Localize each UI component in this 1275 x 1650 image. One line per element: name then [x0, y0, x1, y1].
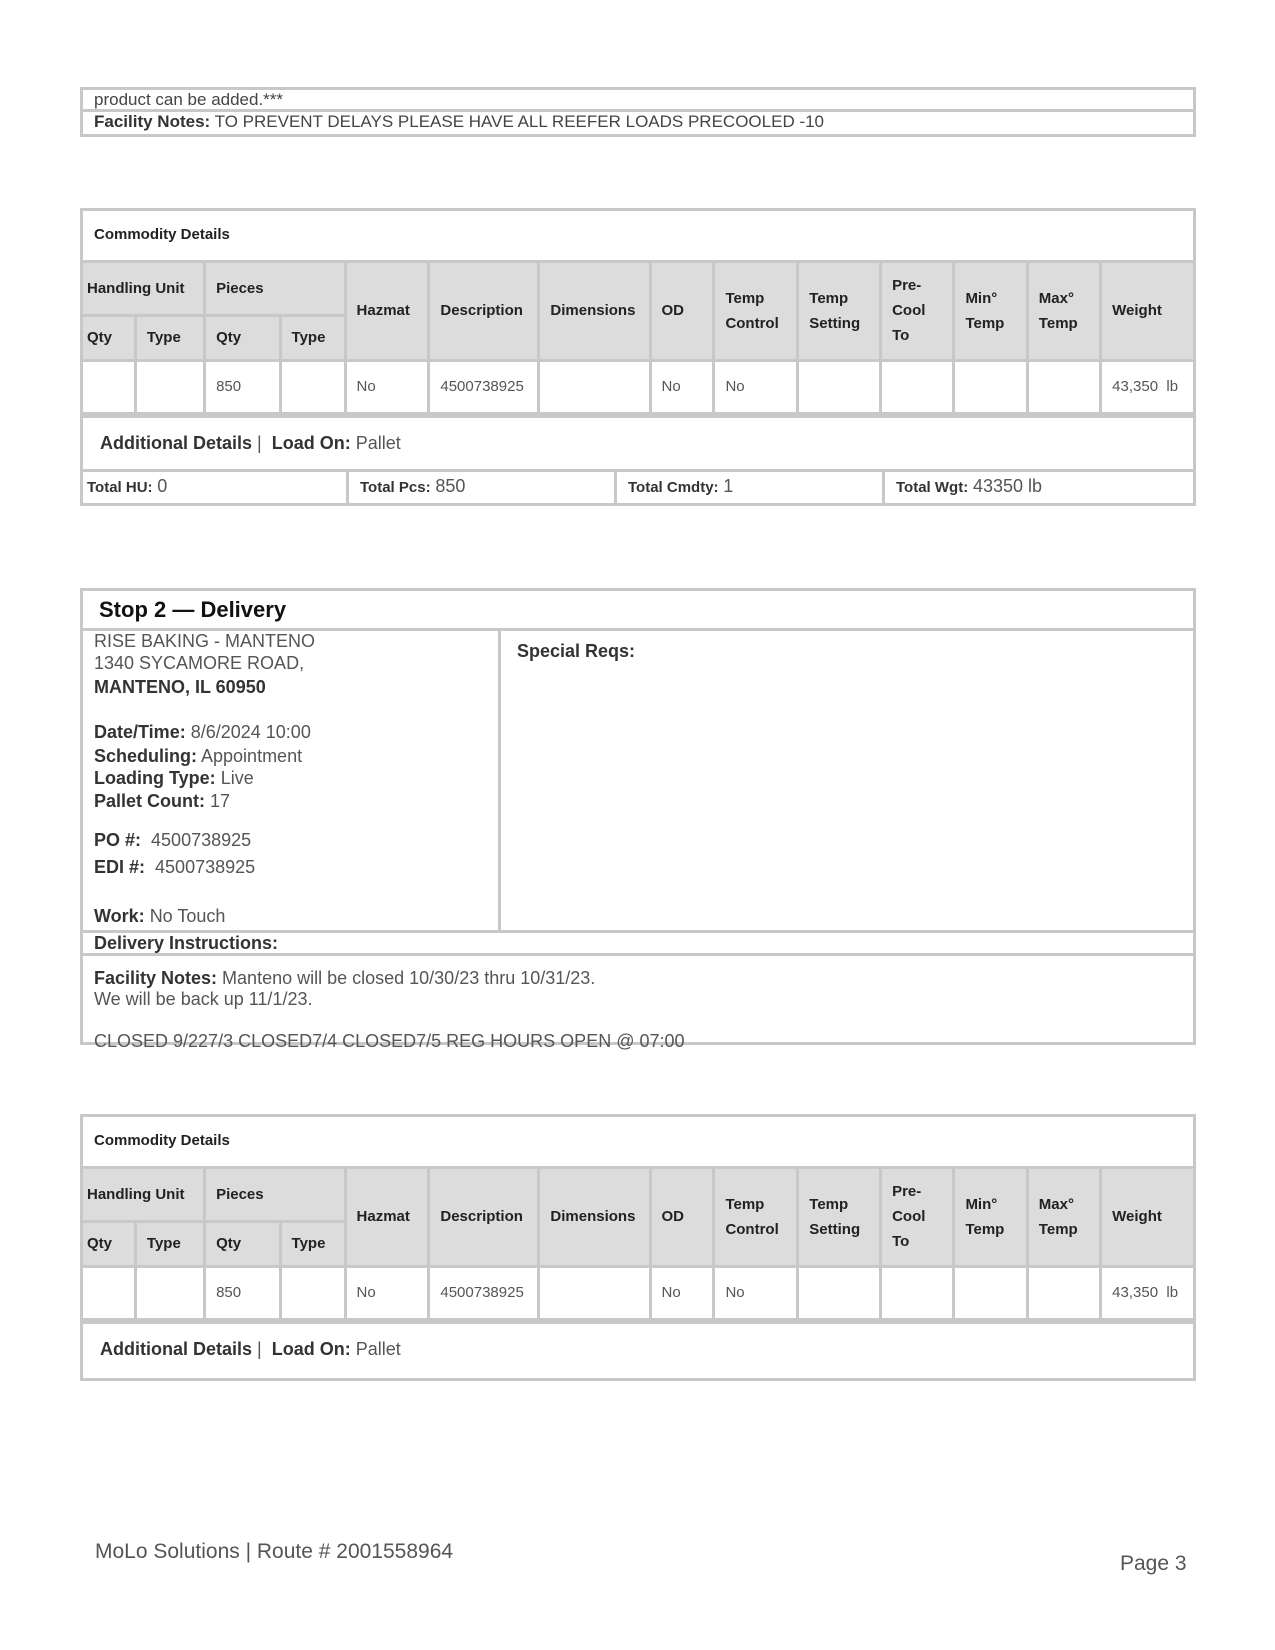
th-dimensions: Dimensions — [539, 1169, 650, 1266]
facility-notes-line-2: We will be back up 11/1/23. — [94, 989, 313, 1009]
total-cmdty — [617, 472, 885, 503]
cell-hu-type — [135, 360, 204, 413]
edi-value: 4500738925 — [155, 857, 256, 877]
th-hu-qty: Qty — [83, 315, 135, 360]
separator: | — [257, 1338, 262, 1359]
th-pre-cool: Pre-Cool To — [881, 263, 954, 360]
load-on-value: Pallet — [355, 432, 401, 453]
scheduling-value: Appointment — [201, 746, 303, 766]
load-on-value: Pallet — [355, 1338, 401, 1359]
scheduling-label: Scheduling: — [94, 746, 197, 766]
total-pcs-label: Total Pcs: — [360, 478, 431, 496]
th-pcs-qty: Qty — [205, 1221, 280, 1266]
th-temp-control: Temp Control — [714, 1169, 798, 1266]
commodity-details-title: Commodity Details — [83, 1117, 1193, 1169]
loading-type — [94, 768, 254, 789]
cell-max-temp — [1027, 360, 1100, 413]
separator: | — [257, 432, 262, 453]
load-on-label: Load On: — [271, 1338, 351, 1359]
datetime-label: Date/Time: — [94, 722, 186, 742]
commodity-table — [83, 1169, 1193, 1321]
th-description: Description — [429, 263, 539, 360]
special-reqs — [501, 631, 1193, 930]
special-reqs-label: Special Reqs: — [517, 641, 636, 661]
th-od: OD — [650, 1169, 714, 1266]
load-on-label: Load On: — [271, 432, 351, 453]
commodity-details-2 — [80, 1114, 1196, 1381]
facility-notes-line-3: CLOSED 9/227/3 CLOSED7/4 CLOSED7/5 REG HOURS OPEN @ 07:00 — [94, 1031, 685, 1051]
cell-min-temp — [954, 1266, 1027, 1319]
cell-pcs-qty: 850 — [205, 360, 280, 413]
th-pre-cool: Pre-Cool To — [881, 1169, 954, 1266]
cell-weight: 43,350 lb — [1101, 1266, 1193, 1319]
work — [94, 906, 225, 927]
total-hu-value: 0 — [157, 475, 168, 496]
page-number: Page 3 — [1120, 1552, 1187, 1575]
facility-notes-line-1: Manteno will be closed 10/30/23 thru 10/31/23. — [222, 968, 596, 988]
total-hu — [83, 472, 349, 503]
edi-number — [94, 857, 255, 878]
cell-max-temp — [1027, 1266, 1100, 1319]
table-row — [83, 360, 1193, 413]
cell-pcs-qty: 850 — [205, 1266, 280, 1319]
th-temp-setting: Temp Setting — [798, 1169, 881, 1266]
total-wgt-label: Total Wgt: — [896, 478, 969, 496]
po-label: PO #: — [94, 830, 142, 850]
th-max-temp: Max° Temp — [1027, 1169, 1100, 1266]
cell-dimensions — [539, 360, 650, 413]
totals-row — [83, 472, 1193, 503]
commodity-details-title: Commodity Details — [83, 211, 1193, 263]
th-handling-unit: Handling Unit — [83, 263, 205, 315]
facility-notes-label: Facility Notes: — [94, 112, 211, 131]
th-temp-setting: Temp Setting — [798, 263, 881, 360]
th-temp-control: Temp Control — [714, 263, 798, 360]
th-weight: Weight — [1101, 1169, 1193, 1266]
th-pcs-type: Type — [280, 315, 345, 360]
th-min-temp: Min° Temp — [954, 1169, 1027, 1266]
th-hu-type: Type — [135, 1221, 204, 1266]
cell-dimensions — [539, 1266, 650, 1319]
stop-city: MANTENO, IL 60950 — [94, 677, 266, 697]
stop-name: RISE BAKING - MANTENO — [94, 631, 316, 651]
facility-notes-value: TO PREVENT DELAYS PLEASE HAVE ALL REEFER LOADS PRECOOLED -10 — [214, 112, 825, 131]
stop-details — [83, 631, 501, 930]
th-max-temp: Max° Temp — [1027, 263, 1100, 360]
pallet-count-label: Pallet Count: — [94, 791, 205, 811]
cell-weight: 43,350 lb — [1101, 360, 1193, 413]
footer-route: MoLo Solutions | Route # 2001558964 — [95, 1540, 454, 1563]
cell-pcs-type — [280, 360, 345, 413]
th-pieces: Pieces — [205, 1169, 345, 1221]
cell-od: No — [650, 1266, 714, 1319]
additional-details-label: Additional Details — [100, 1338, 253, 1359]
th-pcs-qty: Qty — [205, 315, 280, 360]
commodity-table — [83, 263, 1193, 415]
cell-hu-qty — [83, 1266, 135, 1319]
cell-temp-setting — [798, 1266, 881, 1319]
delivery-instructions — [83, 933, 1193, 956]
facility-notes-label: Facility Notes: — [94, 968, 218, 988]
cell-temp-setting — [798, 360, 881, 413]
loading-type-label: Loading Type: — [94, 768, 216, 788]
facility-notes — [83, 956, 1193, 1051]
scheduling — [94, 746, 302, 767]
th-pieces: Pieces — [205, 263, 345, 315]
th-weight: Weight — [1101, 263, 1193, 360]
pallet-count — [94, 791, 230, 812]
edi-label: EDI #: — [94, 857, 146, 877]
additional-details-label: Additional Details — [100, 432, 253, 453]
cell-description: 4500738925 — [429, 1266, 539, 1319]
po-number — [94, 830, 251, 851]
th-description: Description — [429, 1169, 539, 1266]
total-wgt-value: 43350 lb — [972, 475, 1043, 496]
previous-stop-notes — [80, 87, 1196, 137]
pallet-count-value: 17 — [210, 791, 231, 811]
datetime-value: 8/6/2024 10:00 — [190, 722, 311, 742]
stop-body — [83, 631, 1193, 933]
cell-od: No — [650, 360, 714, 413]
cell-hazmat: No — [345, 1266, 429, 1319]
cell-pre-cool — [881, 1266, 954, 1319]
cell-min-temp — [954, 360, 1027, 413]
work-value: No Touch — [149, 906, 226, 926]
total-cmdty-label: Total Cmdty: — [628, 478, 719, 496]
additional-details — [83, 1324, 1193, 1378]
table-row — [83, 1266, 1193, 1319]
th-pcs-type: Type — [280, 1221, 345, 1266]
cell-description: 4500738925 — [429, 360, 539, 413]
cell-hazmat: No — [345, 360, 429, 413]
total-hu-label: Total HU: — [87, 478, 153, 496]
cell-pre-cool — [881, 360, 954, 413]
cell-temp-control: No — [714, 1266, 798, 1319]
notes-text: product can be added.*** — [94, 90, 284, 109]
stop-address: 1340 SYCAMORE ROAD, — [94, 653, 305, 673]
total-pcs — [349, 472, 617, 503]
th-hu-type: Type — [135, 315, 204, 360]
datetime — [94, 722, 311, 743]
total-pcs-value: 850 — [435, 475, 466, 496]
cell-temp-control: No — [714, 360, 798, 413]
stop-2-delivery — [80, 588, 1196, 1051]
loading-type-value: Live — [220, 768, 254, 788]
notes-continuation — [83, 90, 1193, 112]
delivery-instructions-label: Delivery Instructions: — [94, 933, 279, 953]
th-od: OD — [650, 263, 714, 360]
work-label: Work: — [94, 906, 145, 926]
th-dimensions: Dimensions — [539, 263, 650, 360]
po-value: 4500738925 — [151, 830, 252, 850]
commodity-details-1 — [80, 208, 1196, 506]
additional-details — [83, 418, 1193, 472]
total-wgt — [885, 472, 1193, 503]
facility-notes — [83, 112, 1193, 134]
cell-pcs-type — [280, 1266, 345, 1319]
cell-hu-type — [135, 1266, 204, 1319]
th-min-temp: Min° Temp — [954, 263, 1027, 360]
th-hu-qty: Qty — [83, 1221, 135, 1266]
th-hazmat: Hazmat — [345, 263, 429, 360]
cell-hu-qty — [83, 360, 135, 413]
th-hazmat: Hazmat — [345, 1169, 429, 1266]
th-handling-unit: Handling Unit — [83, 1169, 205, 1221]
total-cmdty-value: 1 — [723, 475, 734, 496]
stop-title: Stop 2 — Delivery — [83, 591, 1193, 631]
